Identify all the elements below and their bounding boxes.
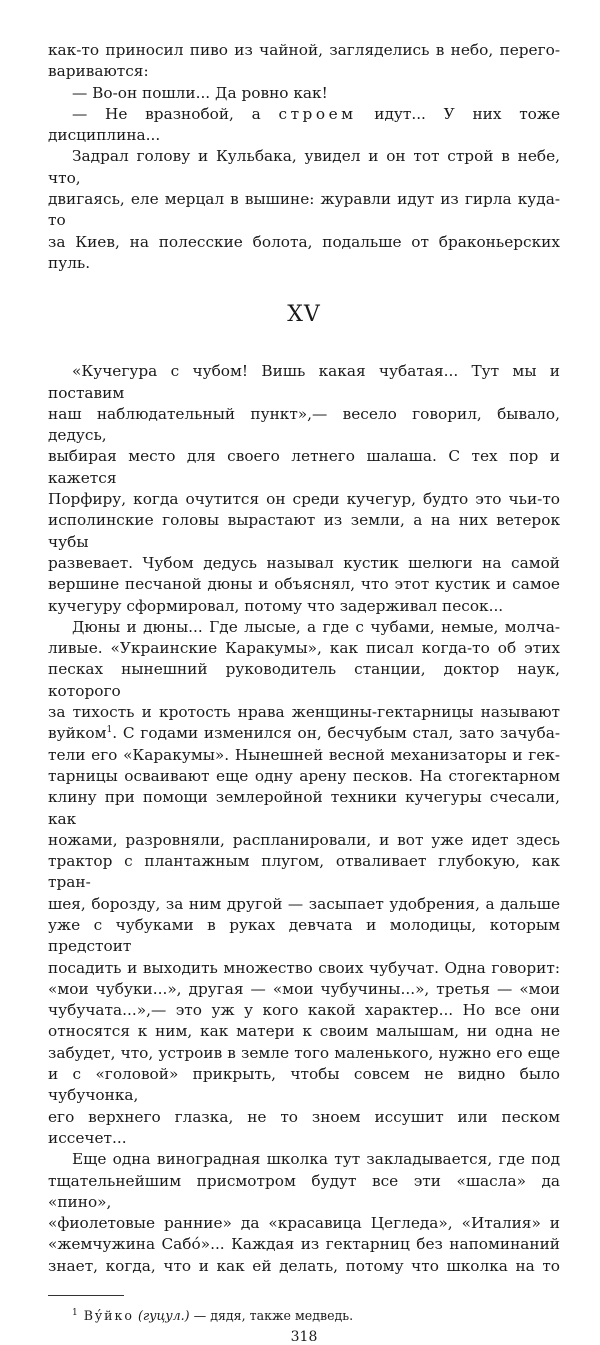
paragraph-1 <box>48 361 560 617</box>
text-line: развевает. Чубом дедусь называл кустик шелюги на самой <box>48 553 560 572</box>
chapter-heading: XV <box>287 302 321 328</box>
text-line: «мои чубуки...», другая — «мои чубучины...», третья — «мои <box>48 979 560 998</box>
text-line: чубучата...»,— это уж у кого какой характер... Но все они <box>48 1001 560 1020</box>
text-line: Порфиру, когда очутится он среди кучегур, будто это чьи-то <box>48 490 560 509</box>
text-line: вершине песчаной дюны и объяснял, что этот кустик и самое <box>48 575 560 594</box>
footnote-divider <box>48 1295 124 1296</box>
footnote-abbreviation: (гуцул.) <box>137 1308 190 1324</box>
text-line: посадить и выходить множество своих чубучат. Одна говорит: <box>48 958 560 977</box>
text-line: тщательнейшим присмотром будут все эти «шасла» да «пино», <box>48 1171 560 1211</box>
top-paragraph <box>48 40 560 274</box>
footnote-definition: — дядя, также медведь. <box>193 1308 354 1324</box>
page-number: 318 <box>290 1329 318 1345</box>
text-line: вариваются: <box>48 62 149 81</box>
dialogue-line: — Во-он пошли... Да ровно как! <box>72 83 328 102</box>
text-line: трактор с плантажным плугом, отваливает глубокую, как тран- <box>48 852 560 892</box>
text-line: «фиолетовые ранние» да «красавица Цегледа», «Италия» и <box>48 1214 560 1233</box>
text-line: «жемчужина Сабó»... Каждая из гектарниц без напоминаний <box>48 1235 560 1254</box>
text-line: за Киев, на полесские болота, подальше от браконьерских пуль. <box>48 232 560 272</box>
text-line: и с «головой» прикрыть, чтобы совсем не видно было чубучонка, <box>48 1065 560 1105</box>
text-line: ливые. «Украинские Каракумы», как писал когда-то об этих <box>48 639 560 658</box>
text-line: выбирая место для своего летнего шалаша. С тех пор и кажется <box>48 447 560 487</box>
text-line: Задрал голову и Кульбака, увидел и он тот строй в небе, что, <box>48 147 560 187</box>
paragraph-2 <box>48 617 560 1149</box>
text-line: за тихость и кротость нрава женщины-гектарницы называют <box>48 703 560 722</box>
text-line: тели его «Каракумы». Нынешней весной механизаторы и гек- <box>48 745 560 764</box>
text-line: «Кучегура с чубом! Вишь какая чубатая... Тут мы и поставим <box>48 362 560 402</box>
emphasized-word: строем <box>278 104 357 123</box>
text-line: дисциплина... <box>48 126 161 145</box>
text-line: знает, когда, что и как ей делать, потому что школка на то <box>48 1256 560 1275</box>
text-line: наш наблюдательный пункт»,— весело говорил, бывало, дедусь, <box>48 404 560 445</box>
text-line: вуйком$^1$. С годами изменился он, бесчубым стал, зато зачуба- <box>48 724 560 743</box>
text-line: его верхнего глазка, не то зноем иссушит или песком иссечет... <box>48 1107 560 1147</box>
text-line: тарницы осваивают еще одну арену песков. На стогектарном <box>48 766 560 785</box>
footnote <box>48 1304 560 1325</box>
text-line: относятся к ним, как матери к своим малышам, ни одна не <box>48 1022 560 1041</box>
text-line: двигаясь, еле мерцал в вышине: журавли идут из гирла куда-то <box>48 190 560 230</box>
text-line: уже с чубуками в руках девчата и молодицы, которым предстоит <box>48 915 560 956</box>
footnote-reference: 1 <box>106 725 113 736</box>
dialogue-line: — Не вразнобой, а строем идут... У них тоже <box>72 104 561 123</box>
footnote-term: Вýйко <box>83 1308 134 1324</box>
text-line: забудет, что, устроив в земле того маленького, нужно его еще <box>48 1043 560 1062</box>
text-line: кучегуру сформировал, потому что задерживал песок... <box>48 596 504 615</box>
text-line: исполинские головы вырастают из земли, а на них ветерок чубы <box>48 511 560 551</box>
footnote-marker: 1 <box>72 1308 78 1319</box>
text-line: шея, борозду, за ним другой — засыпает удобрения, а дальше <box>48 894 560 913</box>
text-line: Дюны и дюны... Где лысые, а где с чубами, немые, молча- <box>72 617 560 636</box>
text-line: клину при помощи землеройной техники кучегуры счесали, как <box>48 788 560 828</box>
text-line: Еще одна виноградная школка тут закладывается, где под <box>72 1150 560 1169</box>
paragraph-3 <box>48 1149 560 1277</box>
text-line: ножами, разровняли, распланировали, и вот уже идет здесь <box>48 830 560 849</box>
text-line: как-то приносил пиво из чайной, загляделись в небо, перего- <box>48 41 560 59</box>
text-line: песках нынешний руководитель станции, доктор наук, которого <box>48 660 560 700</box>
